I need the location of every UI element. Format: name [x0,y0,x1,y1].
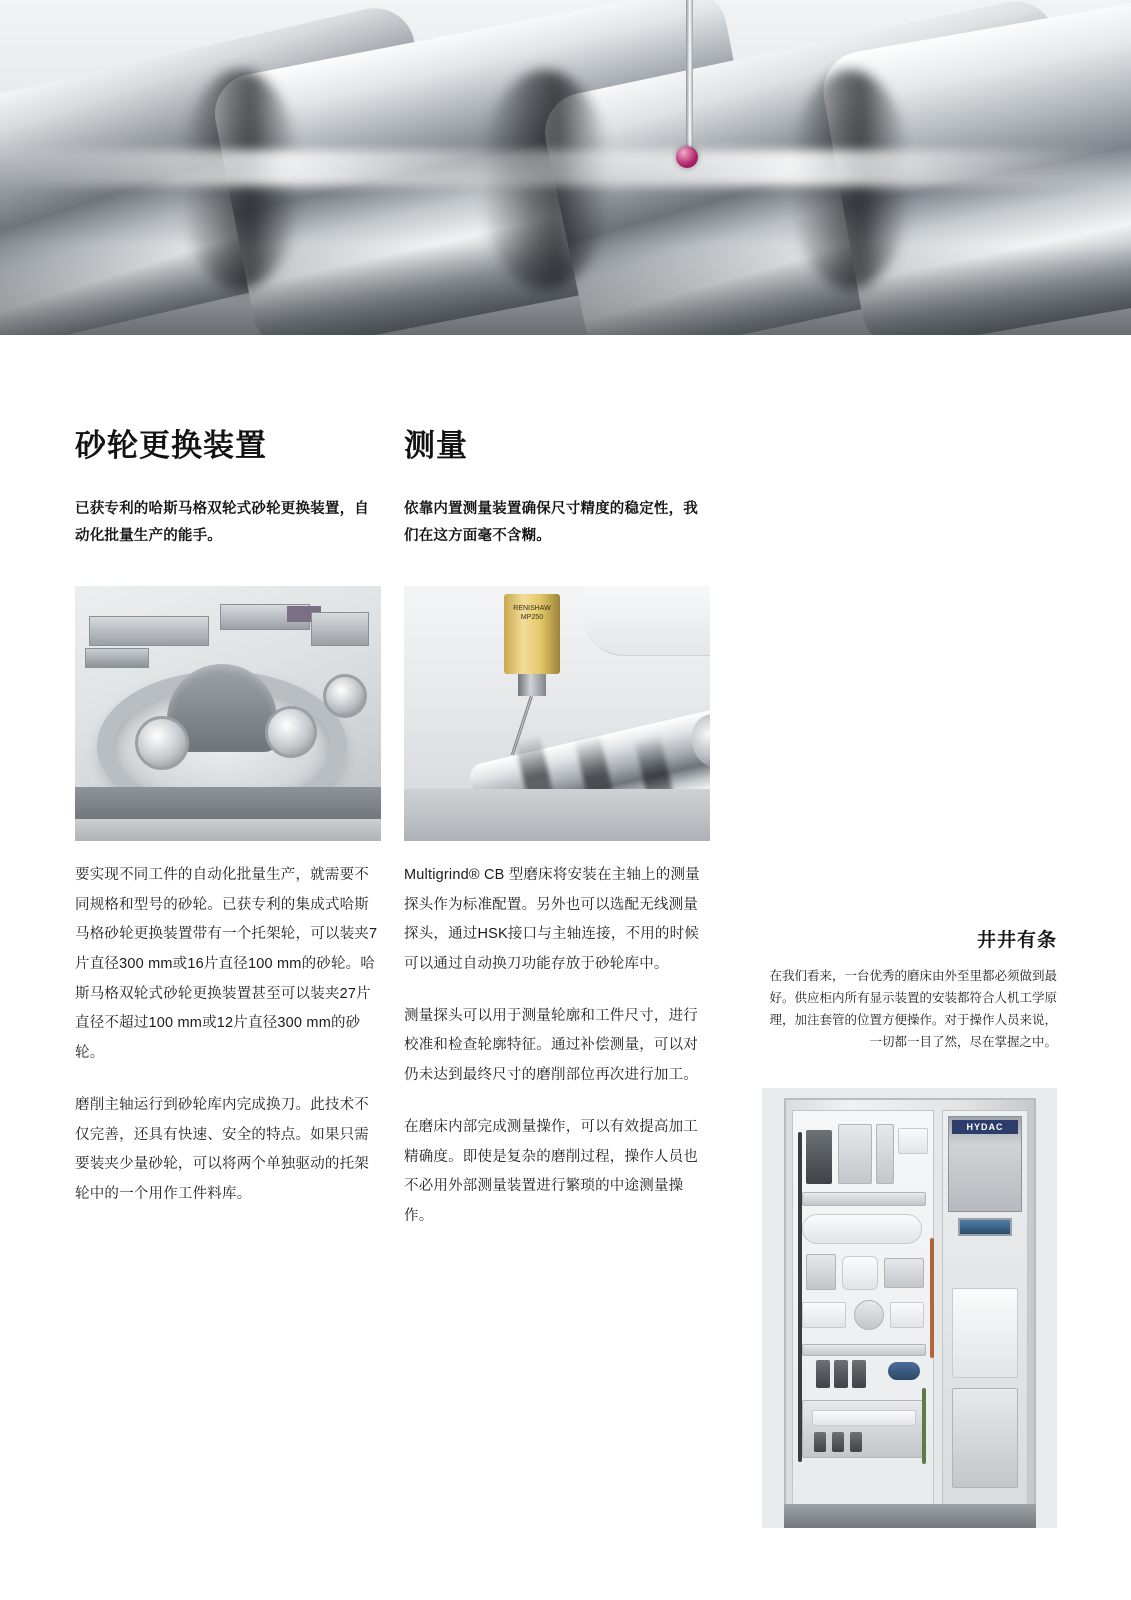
cabinet-fuse-2 [832,1432,844,1452]
grinding-wheel-2 [265,706,317,758]
hydac-display-screen [958,1218,1012,1236]
body-paragraph-mid-2: 测量探头可以用于测量轮廓和工件尺寸，进行校准和检查轮廓特征。通过补偿测量，可以对仍未达到最终尺寸的磨削部位再次进行加工。 [404,1007,698,1084]
hero-image [0,0,1131,335]
cable-green [922,1388,926,1464]
machine-table [404,789,710,841]
machine-bar-4 [85,648,149,668]
column-wheel-changer [75,335,381,1210]
machine-floor [75,819,381,841]
hydac-brand-label: HYDAC [952,1120,1018,1134]
cabinet-terminal-2 [834,1360,848,1388]
probe-ruby-tip-icon [676,146,698,168]
probe-brand-label: RENISHAW MP250 [513,604,551,622]
cabinet-component-1 [806,1130,832,1184]
cabinet-din-rail-1 [802,1192,926,1206]
body-paragraph-mid-3: 在磨床内部完成测量操作，可以有效提高加工精确度。即使是复杂的磨削过程，操作人员也不必用外部测量装置进行繁琐的中途测量操作。 [404,1118,698,1224]
grinding-wheel-1 [135,716,189,770]
page-title-wheel-changer: 砂轮更换装置 [75,428,267,463]
cabinet-component-4 [898,1128,928,1154]
cabinet-terminal-1 [816,1360,830,1388]
grinding-wheel-3 [323,674,367,718]
cable-red [930,1238,934,1358]
wheel-changer-photo [75,586,381,841]
cabinet-component-7 [842,1256,878,1290]
cabinet-component-10 [854,1300,884,1330]
cabinet-din-rail-2 [802,1344,926,1356]
cable-black [798,1132,802,1462]
measuring-probe-photo [404,586,710,841]
hero-bottom-shadow [0,245,1131,335]
cabinet-component-12 [888,1362,920,1380]
tool-highlight [0,150,1131,186]
lead-paragraph-measurement: 依靠内置测量装置确保尺寸精度的稳定性，我们在这方面毫不含糊。 [404,501,698,544]
body-paragraph-left-1: 要实现不同工件的自动化批量生产，就需要不同规格和型号的砂轮。已获专利的集成式哈斯马格砂轮更换装置带有一个托架轮，可以装夹7片直径300 mm或16片直径100 mm的砂轮。哈斯马格双轮式砂轮更换装置甚至可以装夹27片直径不超过100 mm或12片直径300 mm的砂轮。 [75,866,378,1062]
body-paragraph-cabinet: 在我们看来，一台优秀的磨床由外至里都必须做到最好。供应柜内所有显示装置的安装都符合人机工学原理，加注套管的位置方便操作。对于操作人员来说，一切都一目了然，尽在掌握之中。 [769,969,1057,1049]
cabinet-component-5 [802,1214,922,1244]
page-title-measurement: 测量 [404,428,468,463]
machine-bar-1 [89,616,209,646]
cabinet-component-8 [884,1258,924,1288]
body-paragraph-left-2: 磨削主轴运行到砂轮库内完成换刀。此技术不仅完善，还具有快速、安全的特点。如果只需要装夹少量砂轮，可以将两个单独驱动的托架轮中的一个用作工件料库。 [75,1096,369,1202]
cabinet-component-2 [838,1124,872,1184]
cabinet-base [784,1504,1036,1528]
probe-neck [518,674,546,696]
cabinet-fuse-3 [850,1432,862,1452]
lead-paragraph-wheel-changer: 已获专利的哈斯马格双轮式砂轮更换装置，自动化批量生产的能手。 [75,501,369,544]
machine-bar-3 [311,612,369,646]
cabinet-component-3 [876,1124,894,1184]
cabinet-component-11 [890,1302,924,1328]
page-title-cabinet: 井井有条 [976,930,1057,951]
body-paragraph-mid-1: Multigrind® CB 型磨床将安装在主轴上的测量探头作为标准配置。另外也可以选配无线测量探头，通过HSK接口与主轴连接，不用的时候可以通过自动换刀功能存放于砂轮库中。 [404,866,700,972]
probe-stylus-icon [686,0,693,150]
cabinet-component-6 [806,1254,836,1290]
control-cabinet-photo [762,1088,1057,1528]
cabinet-right-panel-lower [952,1388,1018,1488]
cabinet-fuse-block [812,1410,916,1426]
cabinet-component-9 [802,1302,846,1328]
column-cabinet [762,925,1057,1528]
cabinet-right-plate [952,1288,1018,1378]
column-measurement [404,335,710,1232]
cabinet-terminal-3 [852,1360,866,1388]
machine-enclosure [584,586,710,656]
cabinet-fuse-1 [814,1432,826,1452]
